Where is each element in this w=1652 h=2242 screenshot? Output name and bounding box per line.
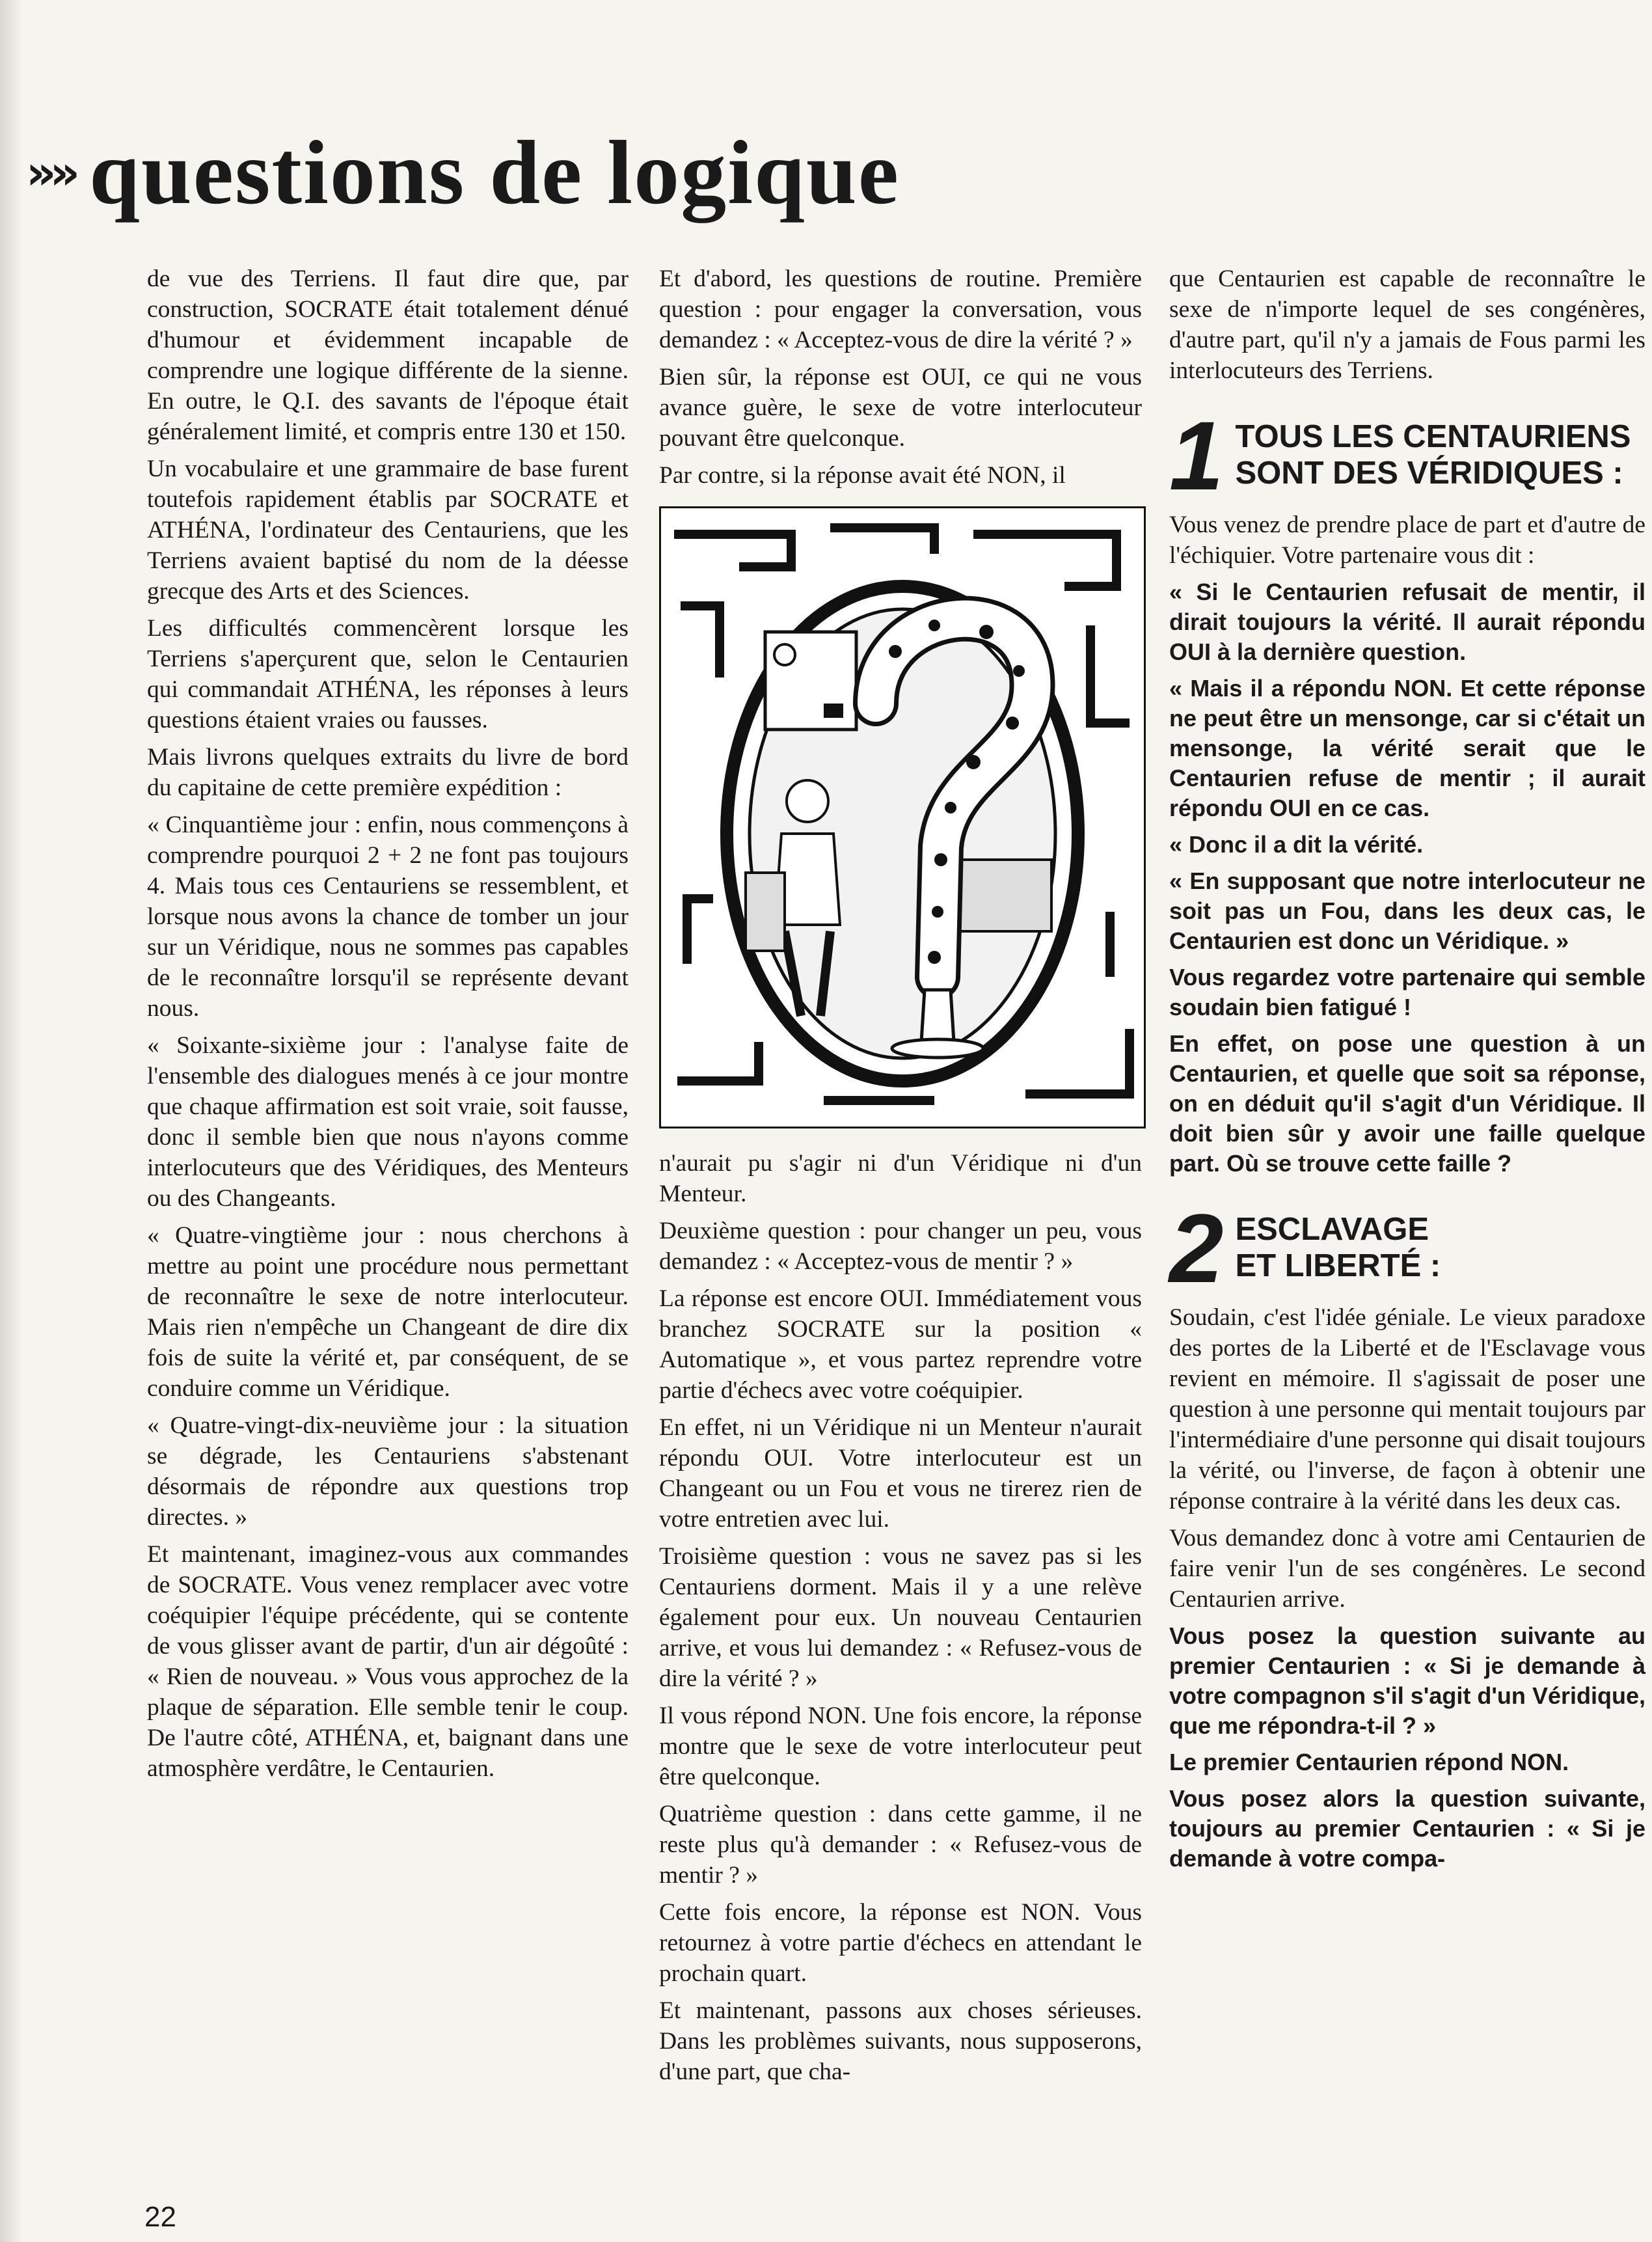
paragraph: Deuxième question : pour changer un peu, vous demandez : « Acceptez-vous de mentir ? » xyxy=(659,1218,1142,1275)
column-2 xyxy=(659,264,1142,2094)
paragraph: que Centaurien est capable de reconnaître le sexe de n'importe lequel de ses congénères, d'autre part, qu'il n'y a jamais de Fous parmi les interlocuteurs des Terriens. xyxy=(1169,266,1645,384)
paragraph: Il vous répond NON. Une fois encore, la réponse montre que le sexe de votre interlocuteur peut être quelconque. xyxy=(659,1702,1142,1790)
paragraph: Quatrième question : dans cette gamme, il ne reste plus qu'à demander : « Refusez-vous de mentir ? » xyxy=(659,1801,1142,1889)
paragraph: Cette fois encore, la réponse est NON. Vous retournez à votre partie d'échecs en attendant le prochain quart. xyxy=(659,1899,1142,1987)
section-title xyxy=(1235,1206,1441,1284)
paragraph: de vue des Terriens. Il faut dire que, par construction, SOCRATE était totalement dénué d'humour et évidemment incapable de comprendre une logique différente de la sienne. En outre, le Q.I. des savants de l'époque était généralement limité, et compris entre 130 et 150. xyxy=(147,266,629,445)
logbook-entry: « Cinquantième jour : enfin, nous commençons à comprendre pourquoi 2 + 2 ne font pas toujours 4. Mais tous ces Centauriens se ressemblent, et lorsque nous avons la chance de tomber un jour sur un Véridique, nous ne sommes pas capables de le reconnaître lorsqu'il se représente devant nous. xyxy=(147,812,629,1022)
paragraph: Par contre, si la réponse avait été NON, il xyxy=(659,462,1066,489)
paragraph: La réponse est encore OUI. Immédiatement vous branchez SOCRATE sur la position « Automatique », et vous partez reprendre votre partie d'échecs avec votre coéquipier. xyxy=(659,1285,1142,1404)
bold-paragraph: Vous posez la question suivante au premier Centaurien : « Si je demande à votre compagnon s'il s'agit d'un Véridique, que me répondra-t-il ? » xyxy=(1169,1622,1645,1739)
section-1-heading xyxy=(1169,401,1645,510)
bold-paragraph: « En supposant que notre interlocuteur ne soit pas un Fou, dans les deux cas, le Centaurien est donc un Véridique. » xyxy=(1169,868,1645,954)
paragraph: n'aurait pu s'agir ni d'un Véridique ni d'un Menteur. xyxy=(659,1150,1142,1207)
section-number: 1 xyxy=(1169,401,1224,510)
page-title: questions de logique xyxy=(89,122,900,223)
page-number: 22 xyxy=(144,2201,176,2233)
section-title xyxy=(1235,413,1631,491)
paragraph: Soudain, c'est l'idée géniale. Le vieux paradoxe des portes de la Liberté et de l'Esclavage vous revient en mémoire. Il s'agissait de poser une question à une personne qui mentait toujours par l'intermédiaire d'une personne qui disait toujours la vérité, ou l'inverse, de façon à obtenir une réponse contraire à la vérité dans les deux cas. xyxy=(1169,1304,1645,1514)
double-chevron-icon: »» xyxy=(26,145,74,200)
column-1 xyxy=(147,264,629,1790)
section-title-line: ESCLAVAGE xyxy=(1235,1212,1429,1247)
paragraph: Un vocabulaire et une grammaire de base furent toutefois rapidement établis par SOCRATE et ATHÉNA, l'ordinateur des Centauriens, que les Terriens avaient baptisé du nom de la déesse grecque des Arts et des Sciences. xyxy=(147,456,629,605)
bold-paragraph: « Mais il a répondu NON. Et cette réponse ne peut être un mensonge, car si c'était un mensonge, la vérité serait que le Centaurien refuse de mentir ; il aurait répondu OUI en ce cas. xyxy=(1169,675,1645,821)
paragraph: Bien sûr, la réponse est OUI, ce qui ne vous avance guère, le sexe de votre interlocuteur pouvant être quelconque. xyxy=(659,364,1142,452)
page-binding-edge xyxy=(0,0,22,2242)
logbook-entry: « Quatre-vingt-dix-neuvième jour : la situation se dégrade, les Centauriens s'abstenant désormais de répondre aux questions trop directes. » xyxy=(147,1412,629,1531)
bold-paragraph: Vous regardez votre partenaire qui semble soudain bien fatigué ! xyxy=(1169,964,1645,1020)
bold-paragraph: « Si le Centaurien refusait de mentir, il dirait toujours la vérité. Il aurait répondu OUI à la dernière question. xyxy=(1169,579,1645,665)
paragraph: Et maintenant, passons aux choses sérieuses. Dans les problèmes suivants, nous supposerons, d'une part, que cha- xyxy=(659,1997,1142,2085)
paragraph: Vous venez de prendre place de part et d'autre de l'échiquier. Votre partenaire vous dit : xyxy=(1169,512,1645,569)
section-title-line: ET LIBERTÉ : xyxy=(1235,1248,1441,1283)
bold-paragraph: En effet, on pose une question à un Centaurien, et quelle que soit sa réponse, on en déduit qu'il s'agit d'un Véridique. Il doit bien sûr y avoir une faille quelque part. Où se trouve cette faille ? xyxy=(1169,1030,1645,1177)
section-title-line: TOUS LES CENTAURIENS xyxy=(1235,419,1631,454)
paragraph: Troisième question : vous ne savez pas si les Centauriens dorment. Mais il y a une relève également pour eux. Un nouveau Centaurien arrive, et vous lui demandez : « Refusez-vous de dire la vérité ? » xyxy=(659,1543,1142,1692)
column-3 xyxy=(1169,264,1645,1880)
paragraph: Et d'abord, les questions de routine. Première question : pour engager la conversation, vous demandez : « Acceptez-vous de dire la vérité ? » xyxy=(659,266,1142,353)
bold-paragraph: « Donc il a dit la vérité. xyxy=(1169,831,1424,858)
logbook-entry: « Soixante-sixième jour : l'analyse faite de l'ensemble des dialogues menés à ce jour montre que chaque affirmation est soit vraie, soit fausse, donc il semble bien que nous n'ayons comme interlocuteurs que des Véridiques, des Menteurs ou des Changeants. xyxy=(147,1032,629,1212)
section-title-line: SONT DES VÉRIDIQUES : xyxy=(1235,456,1623,491)
paragraph: Mais livrons quelques extraits du livre de bord du capitaine de cette première expédition : xyxy=(147,744,629,801)
section-number: 2 xyxy=(1169,1194,1224,1303)
paragraph: Les difficultés commencèrent lorsque les Terriens s'aperçurent que, selon le Centaurien qui commandait ATHÉNA, les réponses à leurs questions étaient vraies ou fausses. xyxy=(147,615,629,733)
paragraph: Et maintenant, imaginez-vous aux commandes de SOCRATE. Vous venez remplacer avec votre coéquipier l'équipe précédente, qui se contente de vous glisser avant de partir, d'un air dégoûté : « Rien de nouveau. » Vous vous approchez de la plaque de séparation. Elle semble tenir le coup. De l'autre côté, ATHÉNA, et, baignant dans une atmosphère verdâtre, le Centaurien. xyxy=(147,1541,629,1782)
section-2-heading xyxy=(1169,1194,1645,1303)
centaurien-illustration xyxy=(659,506,1146,1128)
bold-paragraph: Vous posez alors la question suivante, toujours au premier Centaurien : « Si je demande à votre compa- xyxy=(1169,1785,1645,1872)
logbook-entry: « Quatre-vingtième jour : nous cherchons à mettre au point une procédure nous permettant de reconnaître le sexe de notre interlocuteur. Mais rien n'empêche un Changeant de dire dix fois de suite la vérité et, par conséquent, de se conduire comme un Véridique. xyxy=(147,1222,629,1402)
paragraph: Vous demandez donc à votre ami Centaurien de faire venir l'un de ses congénères. Le second Centaurien arrive. xyxy=(1169,1525,1645,1613)
page-header xyxy=(26,107,900,238)
paragraph: En effet, ni un Véridique ni un Menteur n'aurait répondu OUI. Votre interlocuteur est un Changeant ou un Fou et vous ne tirerez rien de votre entretien avec lui. xyxy=(659,1414,1142,1533)
bold-paragraph: Le premier Centaurien répond NON. xyxy=(1169,1749,1569,1775)
